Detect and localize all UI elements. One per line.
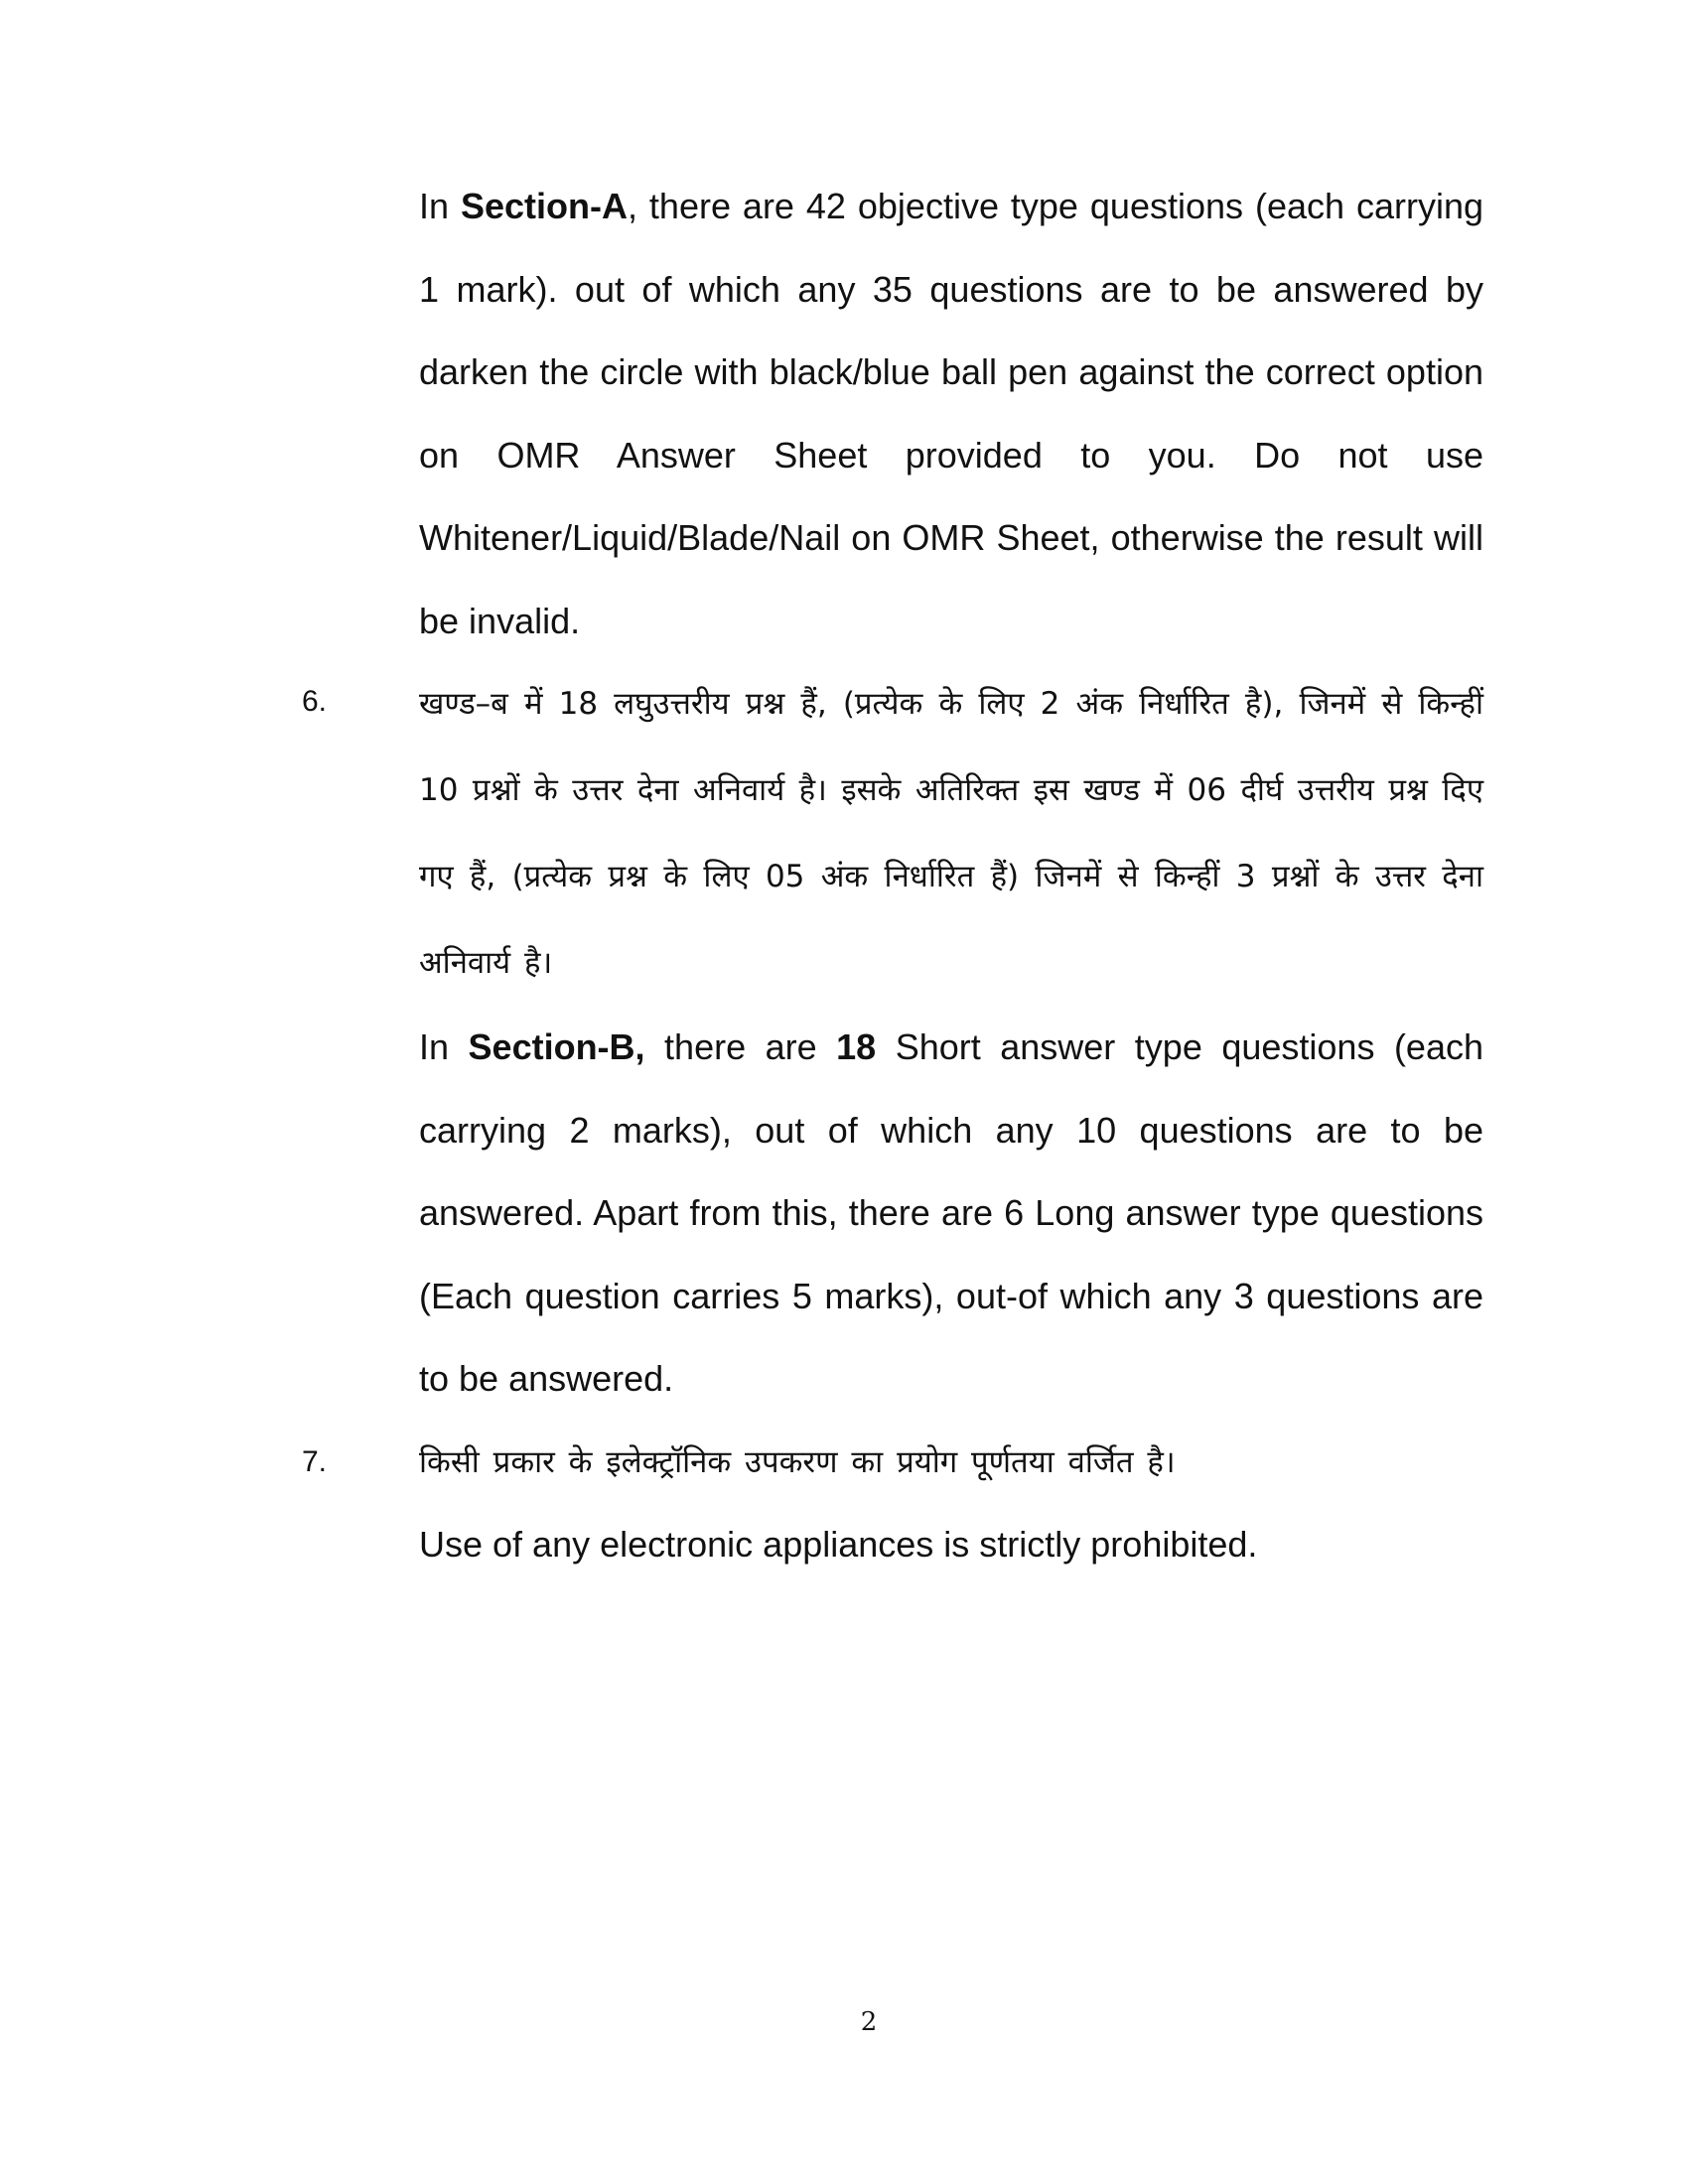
item-7-number: 7. [302,1445,328,1478]
section-a-text: , there are 42 objective type questions (each carrying 1 mark). out of which any 35 questions are to be answered by darken the circle with black/blue ball pen against the correct option on OMR Answer Sheet provided to you. Do not use Whitener/Liquid/Blade/Nail on OMR Sheet, otherwise the result will be invalid. [419,186,1483,641]
section-b-label: Section-B, [468,1026,645,1067]
section-b-mid: there are [644,1026,837,1067]
section-a-paragraph [419,165,1483,662]
section-a-label: Section-A [460,186,628,226]
item-7-hindi-paragraph: किसी प्रकार के इलेक्ट्रॉनिक उपकरण का प्रयोग पूर्णतया वर्जित है। [419,1444,1176,1480]
section-b-paragraph [419,1006,1483,1421]
item-7-english-paragraph: Use of any electronic appliances is strictly prohibited. [419,1524,1258,1565]
item-6-number: 6. [302,685,328,718]
section-a-prefix: In [419,186,461,226]
page-number: 2 [860,2007,878,2037]
section-b-prefix: In [419,1026,469,1067]
section-b-text: Short answer type questions (each carrying 2 marks), out of which any 10 questions are to be answered. Apart from this, there are 6 Long answer type questions (Each question carries 5 marks), out-of which any 3 questions are to be answered. [419,1026,1483,1399]
item-6-hindi-paragraph: खण्ड–ब में 18 लघुउत्तरीय प्रश्न हैं, (प्रत्येक के लिए 2 अंक निर्धारित है), जिनमें से किन्हीं 10 प्रश्नों के उत्तर देना अनिवार्य है। इसके अतिरिक्त इस खण्ड में 06 दीर्घ उत्तरीय प्रश्न दिए गए हैं, (प्रत्येक प्रश्न के लिए 05 अंक निर्धारित हैं) जिनमें से किन्हीं 3 प्रश्नों के उत्तर देना अनिवार्य है। [419,686,1483,981]
section-b-count: 18 [836,1026,877,1067]
